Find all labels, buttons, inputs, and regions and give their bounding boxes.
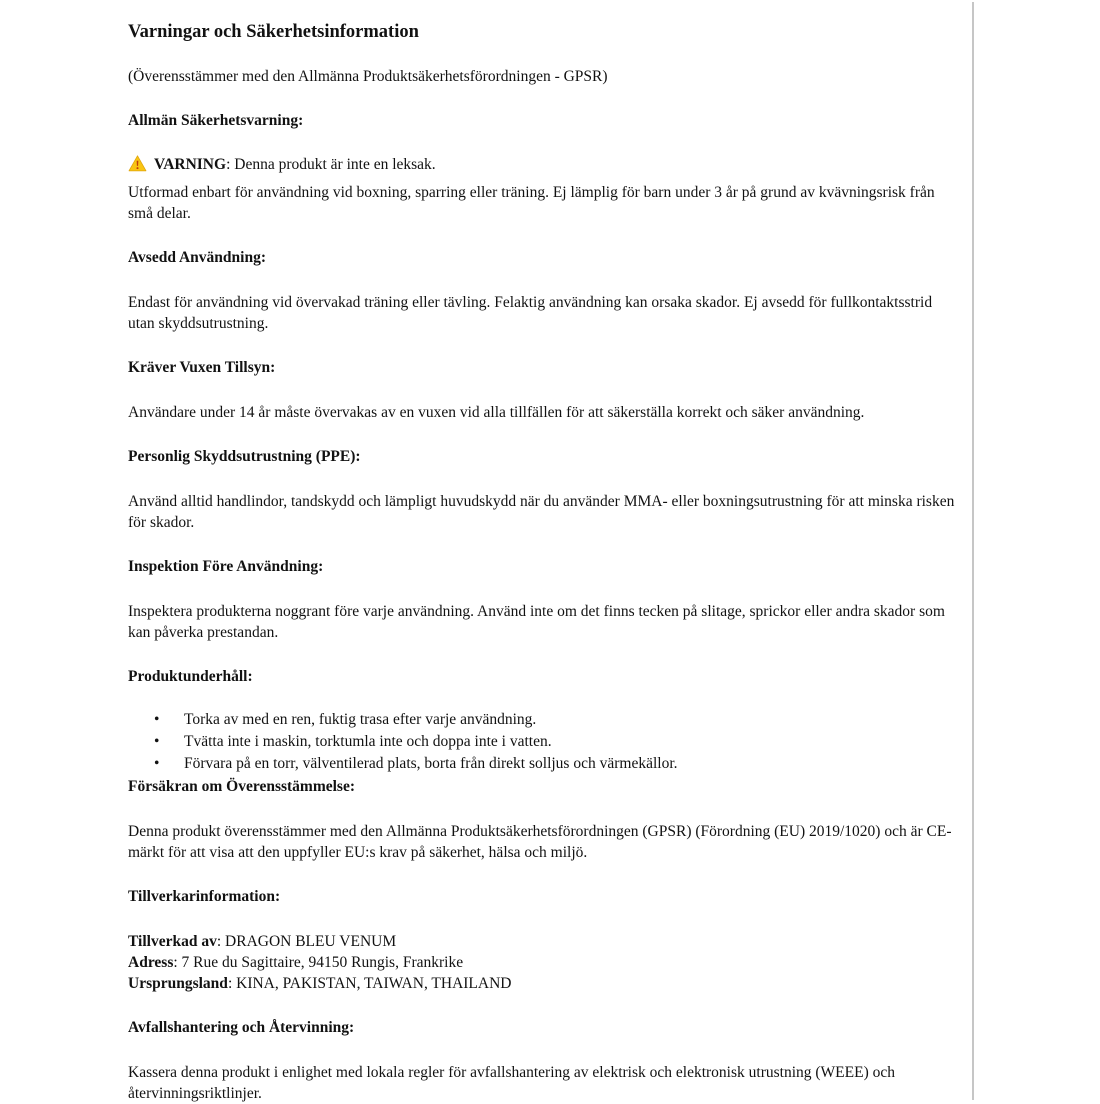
section-heading-conformity: Försäkran om Överensstämmelse: [128,778,356,795]
page-edge-divider [972,2,974,1100]
section-heading-supervision: Kräver Vuxen Tillsyn: [128,359,276,376]
list-item: • Förvara på en torr, välventilerad plats, borta från direkt solljus och värmekällor. [128,753,958,775]
warning-triangle-icon [128,155,147,178]
address-label: Adress [128,954,174,971]
address-value: : 7 Rue du Sagittaire, 94150 Rungis, Frankrike [173,954,464,971]
address-line [128,954,463,971]
maintenance-list [128,709,958,775]
origin-value: : KINA, PAKISTAN, TAIWAN, THAILAND [227,975,512,992]
manufacturer-line [128,933,396,950]
page-title: Varningar och Säkerhetsinformation [128,22,419,42]
section-heading-intended-use: Avsedd Användning: [128,249,266,266]
origin-label: Ursprungsland [128,975,228,992]
subtitle: (Överensstämmer med den Allmänna Produktsäkerhetsförordningen - GPSR) [128,68,608,85]
warning-line [128,154,958,178]
manufacturer-info [128,931,958,994]
document-content [128,12,958,1104]
manufacturer-value: : DRAGON BLEU VENUM [216,933,397,950]
section-heading-disposal: Avfallshantering och Återvinning: [128,1019,355,1036]
intended-use-text: Endast för användning vid övervakad träning eller tävling. Felaktig användning kan orsaka skador. Ej avsedd för fullkontaktsstrid utan skyddsutrustning. [128,294,933,332]
section-heading-inspection: Inspektion Före Användning: [128,558,324,575]
manufacturer-label: Tillverkad av [128,933,217,950]
inspection-text: Inspektera produkterna noggrant före varje användning. Använd inte om det finns tecken på slitage, sprickor eller andra skador som kan påverka prestandan. [128,603,945,641]
conformity-text: Denna produkt överensstämmer med den Allmänna Produktsäkerhetsförordningen (GPSR) (Förordning (EU) 2019/1020) och är CE-märkt för att visa att den uppfyller EU:s krav på säkerhet, hälsa och miljö. [128,823,952,861]
ppe-text: Använd alltid handlindor, tandskydd och lämpligt huvudskydd när du använder MMA- eller boxningsutrustning för att minska risken för skador. [128,493,955,531]
section-heading-maintenance: Produktunderhåll: [128,668,253,685]
warning-paragraph [128,154,958,224]
supervision-text: Användare under 14 år måste övervakas av en vuxen vid alla tillfällen för att säkerställa korrekt och säker användning. [128,404,865,421]
origin-line [128,975,511,992]
warning-label: VARNING [154,156,227,173]
list-item: • Tvätta inte i maskin, torktumla inte och doppa inte i vatten. [128,731,958,753]
section-heading-ppe: Personlig Skyddsutrustning (PPE): [128,448,361,465]
list-item: • Torka av med en ren, fuktig trasa efter varje användning. [128,709,958,731]
section-heading-general-warning: Allmän Säkerhetsvarning: [128,112,304,129]
warning-label-rest: : Denna produkt är inte en leksak. [226,156,436,173]
disposal-text: Kassera denna produkt i enlighet med lokala regler för avfallshantering av elektrisk och elektronisk utrustning (WEEE) och återvinningsriktlinjer. [128,1064,895,1102]
section-heading-manufacturer: Tillverkarinformation: [128,888,281,905]
warning-body-text: Utformad enbart för användning vid boxning, sparring eller träning. Ej lämplig för barn under 3 år på grund av kvävningsrisk från små delar. [128,184,935,222]
